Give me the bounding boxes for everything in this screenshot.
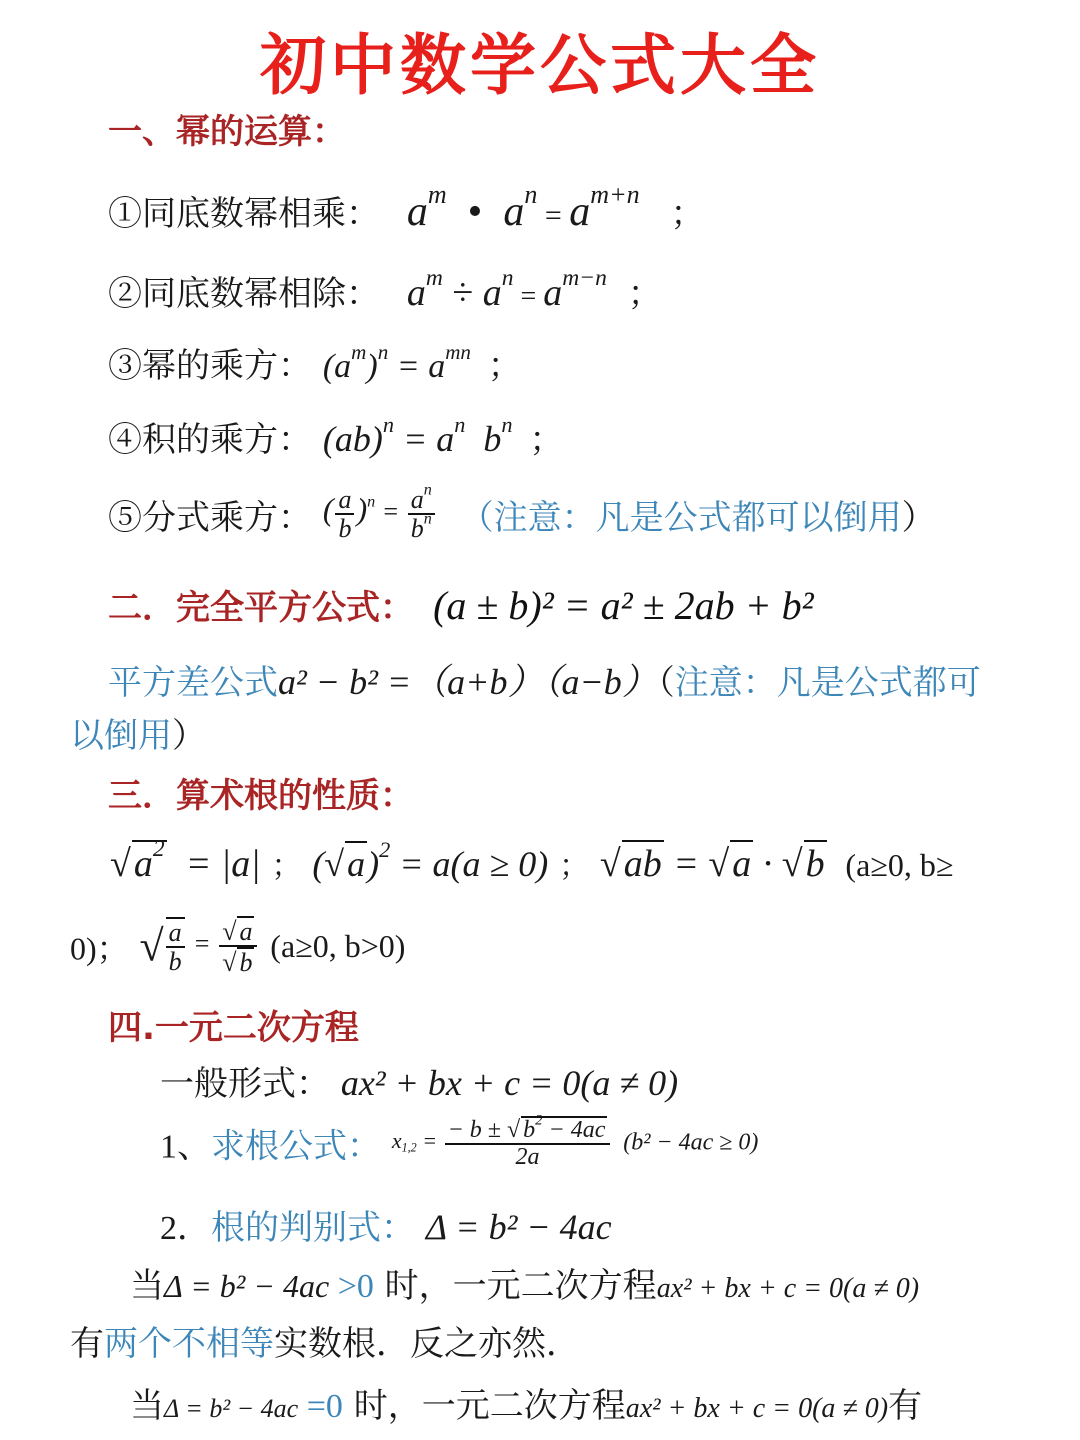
case-discriminant: Δ = b² − 4ac <box>164 1394 299 1423</box>
case-text-a: 有 <box>70 1324 104 1364</box>
discriminant-label: 根的判别式： <box>211 1208 415 1248</box>
formula-sqrt-a-square: $(√a)^2 = a(a \ge 0)$ <box>312 837 549 884</box>
case-equal-zero: =0 <box>298 1388 343 1425</box>
case-positive-line-1 <box>130 1258 919 1307</box>
case-zero-line <box>130 1378 922 1427</box>
case-discriminant: Δ = b² − 4ac <box>164 1268 330 1304</box>
case-mid-text: 时，一元二次方程 <box>342 1386 626 1426</box>
case-end: 有 <box>888 1386 923 1426</box>
item-number: 1、 <box>160 1128 211 1166</box>
quadratic-formula-line <box>160 1112 759 1171</box>
discriminant-formula: Δ = b² − 4ac <box>425 1207 612 1247</box>
case-positive-line-2 <box>70 1316 580 1365</box>
case-start: 当 <box>130 1266 164 1306</box>
condition: (a≥0, b>0) <box>270 927 406 964</box>
formula-sqrt-a-squared: $√a^2 = |a|$ <box>110 835 261 885</box>
formula-power-quotient: $a^m \div a^n = a^{m-n}$ <box>406 264 607 314</box>
formula-end: ； <box>529 420 564 460</box>
separator: ； <box>559 850 590 883</box>
item-number: 2． <box>160 1210 211 1247</box>
formula-sqrt-product: √ab = √a · √b <box>600 843 827 885</box>
section-3-heading: 三．算术根的性质： <box>108 776 414 816</box>
diff-label: 平方差公式 <box>108 663 278 703</box>
formula-product-power: $(ab)^n = a^n$ $b^n$ <box>322 412 513 459</box>
diff-formula: a² − b² =（a+b）（a−b） <box>278 662 658 702</box>
formula-row-4 <box>108 412 563 461</box>
case-equation: ax² + bx + c = 0(a ≠ 0) <box>656 1273 920 1304</box>
condition: (a≥0, b≥ <box>845 847 954 883</box>
section-4-heading: 四.一元二次方程 <box>108 1008 359 1048</box>
formula-label: ④积的乘方： <box>108 420 312 460</box>
formula-power-product: $a^m$ • $a^n = a^{m+n}$ <box>406 179 640 235</box>
formula-label: ⑤分式乘方： <box>108 497 312 538</box>
case-start: 当 <box>130 1386 164 1426</box>
section-2-heading: 二．完全平方公式： <box>108 588 414 628</box>
diff-note-close: ） <box>172 716 206 756</box>
formula-end: ； <box>670 194 705 234</box>
diff-note: 注意：凡是公式都可 <box>674 663 981 703</box>
formula-row-1 <box>108 179 705 236</box>
root-properties-line-1 <box>110 835 954 886</box>
formula-row-3 <box>108 338 522 387</box>
general-form-formula: ax² + bx + c = 0(a ≠ 0) <box>340 1063 679 1103</box>
general-form-label: 一般形式： <box>160 1064 330 1104</box>
formula-end: ； <box>487 346 522 386</box>
formula-row-2 <box>108 266 662 315</box>
formula-fraction-power: ( $\frac{a}{b}$ )$^n$ = $\frac{a^n}{b^n}$ <box>323 497 437 526</box>
line-start: 0)； <box>70 930 129 967</box>
formula-perfect-square: (a ± b)² = a² ± 2ab + b² <box>433 583 814 628</box>
general-form-line <box>160 1056 678 1105</box>
section-2-line <box>108 580 814 629</box>
quadratic-formula: $x_{1,2}$ = $\frac{- b \pm √ b^2 - 4ac}{2a}$ <box>392 1128 613 1153</box>
formula-power-of-power: $(a^m)^n = a^{mn}$ <box>322 340 471 385</box>
case-text-b: 实数根．反之亦然． <box>274 1324 580 1364</box>
section-1-heading: 一、幂的运算： <box>108 112 346 152</box>
formula-end: ； <box>627 274 662 314</box>
case-equation: ax² + bx + c = 0(a ≠ 0) <box>625 1393 889 1424</box>
case-greater-zero: >0 <box>329 1268 374 1305</box>
note-text: 注意：凡是公式都可以倒用 <box>493 497 902 538</box>
diff-note-open: （ <box>657 663 675 703</box>
separator: ； <box>271 850 302 883</box>
note-close: ） <box>901 497 936 538</box>
diff-note-cont: 以倒用 <box>70 716 172 756</box>
formula-sqrt-quotient: √ $\frac{a}{b}$ = $\frac{√ a}{√ b}$ <box>139 929 259 958</box>
difference-of-squares-line <box>108 654 981 705</box>
case-highlight: 两个不相等 <box>104 1324 274 1364</box>
page-title: 初中数学公式大全 <box>260 27 820 104</box>
formula-label: ①同底数幂相乘： <box>108 194 380 234</box>
note-open: （ <box>459 497 494 538</box>
formula-label: ③幂的乘方： <box>108 346 312 386</box>
root-condition: (b² − 4ac ≥ 0) <box>623 1129 759 1156</box>
root-formula-label: 求根公式： <box>211 1126 381 1167</box>
difference-of-squares-line-2 <box>70 708 206 757</box>
formula-label: ②同底数幂相除： <box>108 274 380 314</box>
case-mid-text: 时，一元二次方程 <box>373 1266 657 1306</box>
discriminant-line <box>160 1200 612 1249</box>
root-properties-line-2 <box>70 916 405 977</box>
formula-row-5 <box>108 481 936 544</box>
